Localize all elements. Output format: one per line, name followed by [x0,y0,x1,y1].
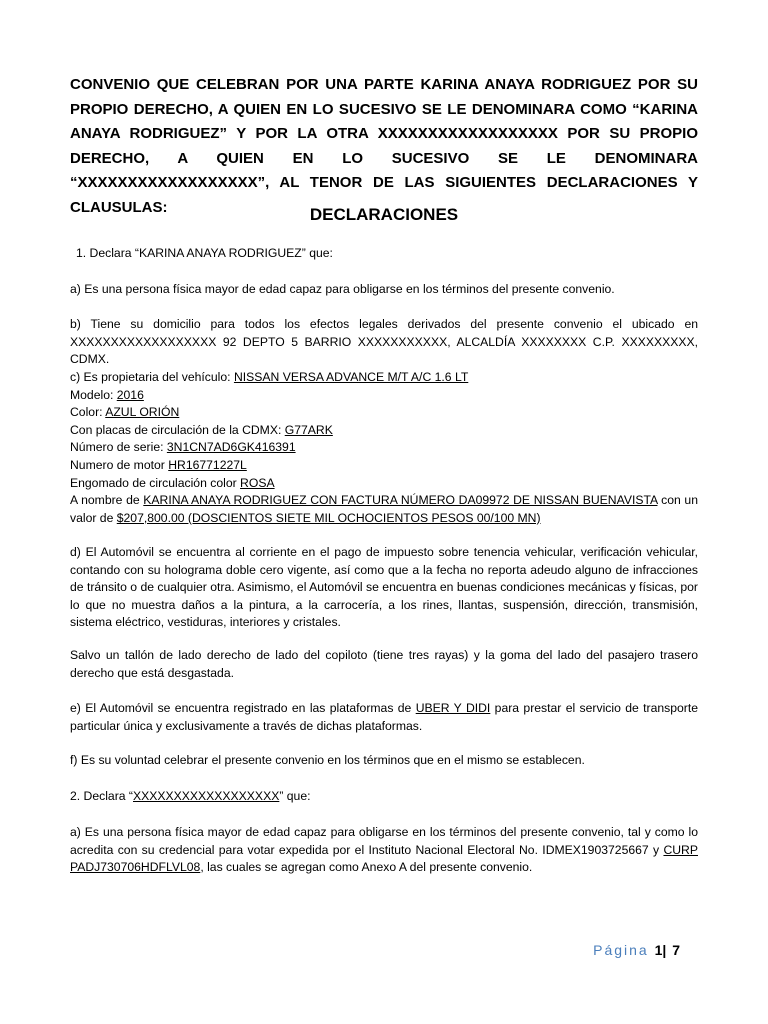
color-value: AZUL ORIÓN [105,405,180,420]
declaration-1-heading: 1. Declara “KARINA ANAYA RODRIGUEZ” que: [76,246,333,260]
valor-label: con un valor de [70,493,698,525]
color-line [70,404,698,422]
clause-1e-text: e) El Automóvil se encuentra registrado en las plataformas de [70,701,416,715]
page-label: Página [593,942,649,958]
clause-exception: Salvo un tallón de lado derecho de lado del copiloto (tiene tres rayas) y la goma del lado del pasajero trasero derecho que está desgastada. [70,648,698,680]
modelo-line [70,387,698,405]
serie-label: Número de serie: [70,440,167,455]
clause-1d: d) El Automóvil se encuentra al corriente en el pago de impuesto sobre tenencia vehicular, verificación vehicular, contando con su holograma doble cero vigente, así como que a la fecha no reporta adeudo alguno de infracciones de tránsito o de cualquier otra. Asimismo, el Automóvil se encuentra en buenas condiciones mecánicas y físicas, por lo que no muestra daños a la pintura, a la carrocería, a los rines, llantas, suspensión, dirección, transmisión, sistema eléctrico, vestiduras, interiores y cristales. [70,545,698,630]
clause-1a: a) Es una persona física mayor de edad capaz para obligarse en los términos del presente convenio. [70,282,615,296]
vehicle-label: c) Es propietaria del vehículo: [70,370,234,384]
modelo-label: Modelo: [70,387,117,402]
engomado-label: Engomado de circulación color [70,475,241,490]
placas-value: G77ARK [284,422,333,437]
serie-value: 3N1CN7AD6GK416391 [166,440,296,455]
clause-2a-text: a) Es una persona física mayor de edad capaz para obligarse en los términos del presente convenio, tal y como lo acredita con su credencial para votar expedida por el Instituto Nacional Electoral No. IDMEX1903725667 y [70,825,698,857]
declaration-2-prefix: 2. Declara “ [70,789,133,803]
platforms-value: UBER Y DIDI [415,701,491,715]
clause-1b: b) Tiene su domicilio para todos los efectos legales derivados del presente convenio el ubicado en XXXXXXXXXXXXXXXXXX 92 DEPTO 5 BARRIO XXXXXXXXXXX, ALCALDÍA XXXXXXXX C.P. XXXXXXXXX, CDMX. [70,317,698,367]
vehicle-line [70,369,698,387]
document-title: CONVENIO QUE CELEBRAN POR UNA PARTE KARINA ANAYA RODRIGUEZ POR SU PROPIO DERECHO, A QUIEN EN LO SUCESIVO SE LE DENOMINARA COMO “KARINA ANAYA RODRIGUEZ” Y POR LA OTRA XXXXXXXXXXXXXXXXXX POR SU PROPIO DERECHO, A QUIEN EN LO SUCESIVO SE LE DENOMINARA “XXXXXXXXXXXXXXXXXX”, AL TENOR DE LAS SIGUIENTES DECLARACIONES Y CLAUSULAS: [70,76,698,216]
page-footer [593,942,680,958]
modelo-value: 2016 [116,387,144,402]
motor-label: Numero de motor [70,457,169,472]
clause-1e [70,700,698,735]
party-2-name: XXXXXXXXXXXXXXXXXX [133,789,280,803]
motor-value: HR16771227L [168,457,247,472]
clause-1f: f) Es su voluntad celebrar el presente convenio en los términos que en el mismo se establecen. [70,753,585,767]
motor-line [70,457,698,475]
clause-2a [70,824,698,877]
color-label: Color: [70,405,106,420]
page-number: 1 [654,942,663,958]
page-total: 7 [672,942,680,958]
engomado-line [70,475,698,493]
vehicle-model-name: NISSAN VERSA ADVANCE M/T A/C 1.6 LT [233,370,469,384]
declaration-2-heading [70,788,698,806]
page-separator: | [662,942,667,958]
placas-label: Con placas de circulación de la CDMX: [70,422,285,437]
curp-value: CURP PADJ730706HDFLVL08 [70,842,698,875]
owner-value-line [70,492,698,527]
clause-2a-text-end: , las cuales se agregan como Anexo A del presente convenio. [200,860,533,875]
placas-line [70,422,698,440]
section-heading: DECLARACIONES [309,205,459,224]
owner-value: KARINA ANAYA RODRIGUEZ CON FACTURA NÚMERO DA09972 DE NISSAN BUENAVISTA [143,493,658,508]
clause-1c-vehicle [70,369,698,527]
engomado-value: ROSA [240,475,275,490]
valor-value: $207,800.00 (DOSCIENTOS SIETE MIL OCHOCIENTOS PESOS 00/100 MN) [116,510,541,525]
owner-label: A nombre de [70,493,144,508]
serie-line [70,439,698,457]
declaration-2-suffix: ” que: [279,789,311,803]
clause-1e-text-end: para prestar el servicio de transporte particular única y exclusivamente a través de dichas plataformas. [70,701,698,733]
